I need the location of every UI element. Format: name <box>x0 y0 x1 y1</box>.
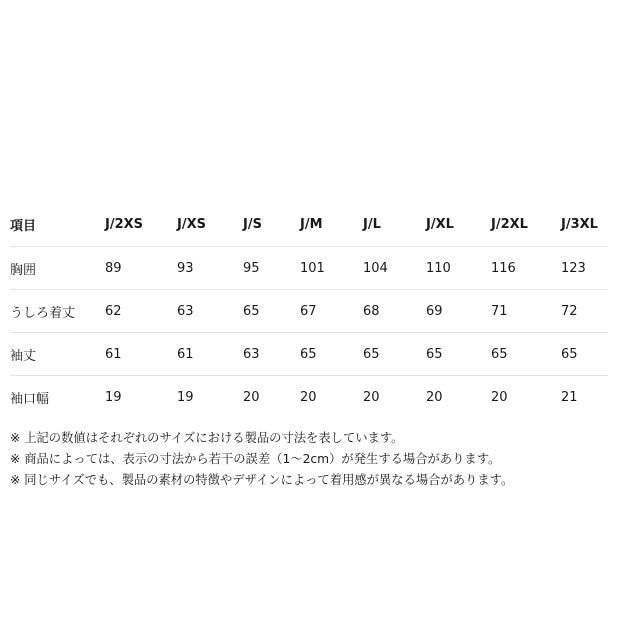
table-cell: 65 <box>243 290 300 333</box>
table-cell: 68 <box>363 290 426 333</box>
table-row <box>10 333 608 376</box>
table-cell: 67 <box>300 290 363 333</box>
row-label: 胸囲 <box>10 247 105 290</box>
table-cell: 65 <box>491 333 561 376</box>
size-chart-table <box>10 203 608 418</box>
table-cell: 116 <box>491 247 561 290</box>
row-label: うしろ着丈 <box>10 290 105 333</box>
note-item: ※ 上記の数値はそれぞれのサイズにおける製品の寸法を表しています。 <box>10 431 404 445</box>
header-size-j-2xs: J/2XS <box>105 203 177 247</box>
table-cell: 65 <box>363 333 426 376</box>
table-cell: 110 <box>426 247 491 290</box>
table-cell: 71 <box>491 290 561 333</box>
header-size-j-m: J/M <box>300 203 363 247</box>
table-cell: 63 <box>243 333 300 376</box>
header-size-j-s: J/S <box>243 203 300 247</box>
table-cell: 65 <box>561 333 608 376</box>
row-label: 袖丈 <box>10 333 105 376</box>
table-cell: 20 <box>363 389 380 405</box>
row-label: 袖口幅 <box>10 391 50 407</box>
header-item: 項目 <box>10 203 105 247</box>
table-cell: 89 <box>105 247 177 290</box>
table-cell: 95 <box>243 247 300 290</box>
table-cell: 19 <box>105 389 122 405</box>
table-cell: 20 <box>243 389 260 405</box>
table-row <box>10 376 608 419</box>
table-cell: 65 <box>300 333 363 376</box>
table-row <box>10 247 608 290</box>
header-size-j-xl: J/XL <box>426 203 491 247</box>
header-size-j-2xl: J/2XL <box>491 203 561 247</box>
header-size-j-l: J/L <box>363 203 426 247</box>
header-size-j-xs: J/XS <box>177 203 243 247</box>
table-cell: 62 <box>105 290 177 333</box>
table-cell: 69 <box>426 290 491 333</box>
table-cell: 123 <box>561 247 608 290</box>
table-cell: 61 <box>177 333 243 376</box>
table-cell: 20 <box>491 389 508 405</box>
table-cell: 63 <box>177 290 243 333</box>
table-cell: 20 <box>300 389 317 405</box>
table-cell: 65 <box>426 333 491 376</box>
note-item: ※ 商品によっては、表示の寸法から若干の誤差（1〜2cm）が発生する場合があります。 <box>10 452 501 466</box>
table-cell: 93 <box>177 247 243 290</box>
table-cell: 72 <box>561 290 608 333</box>
table-cell: 21 <box>561 389 578 405</box>
table-cell: 101 <box>300 247 363 290</box>
note-item: ※ 同じサイズでも、製品の素材の特徴やデザインによって着用感が異なる場合があります。 <box>10 473 514 487</box>
header-size-j-3xl: J/3XL <box>561 203 608 247</box>
table-row <box>10 290 608 333</box>
table-cell: 19 <box>177 389 194 405</box>
table-cell: 20 <box>426 389 443 405</box>
table-cell: 61 <box>105 333 177 376</box>
table-cell: 104 <box>363 247 426 290</box>
header-row <box>10 203 608 247</box>
notes-list <box>10 428 615 491</box>
